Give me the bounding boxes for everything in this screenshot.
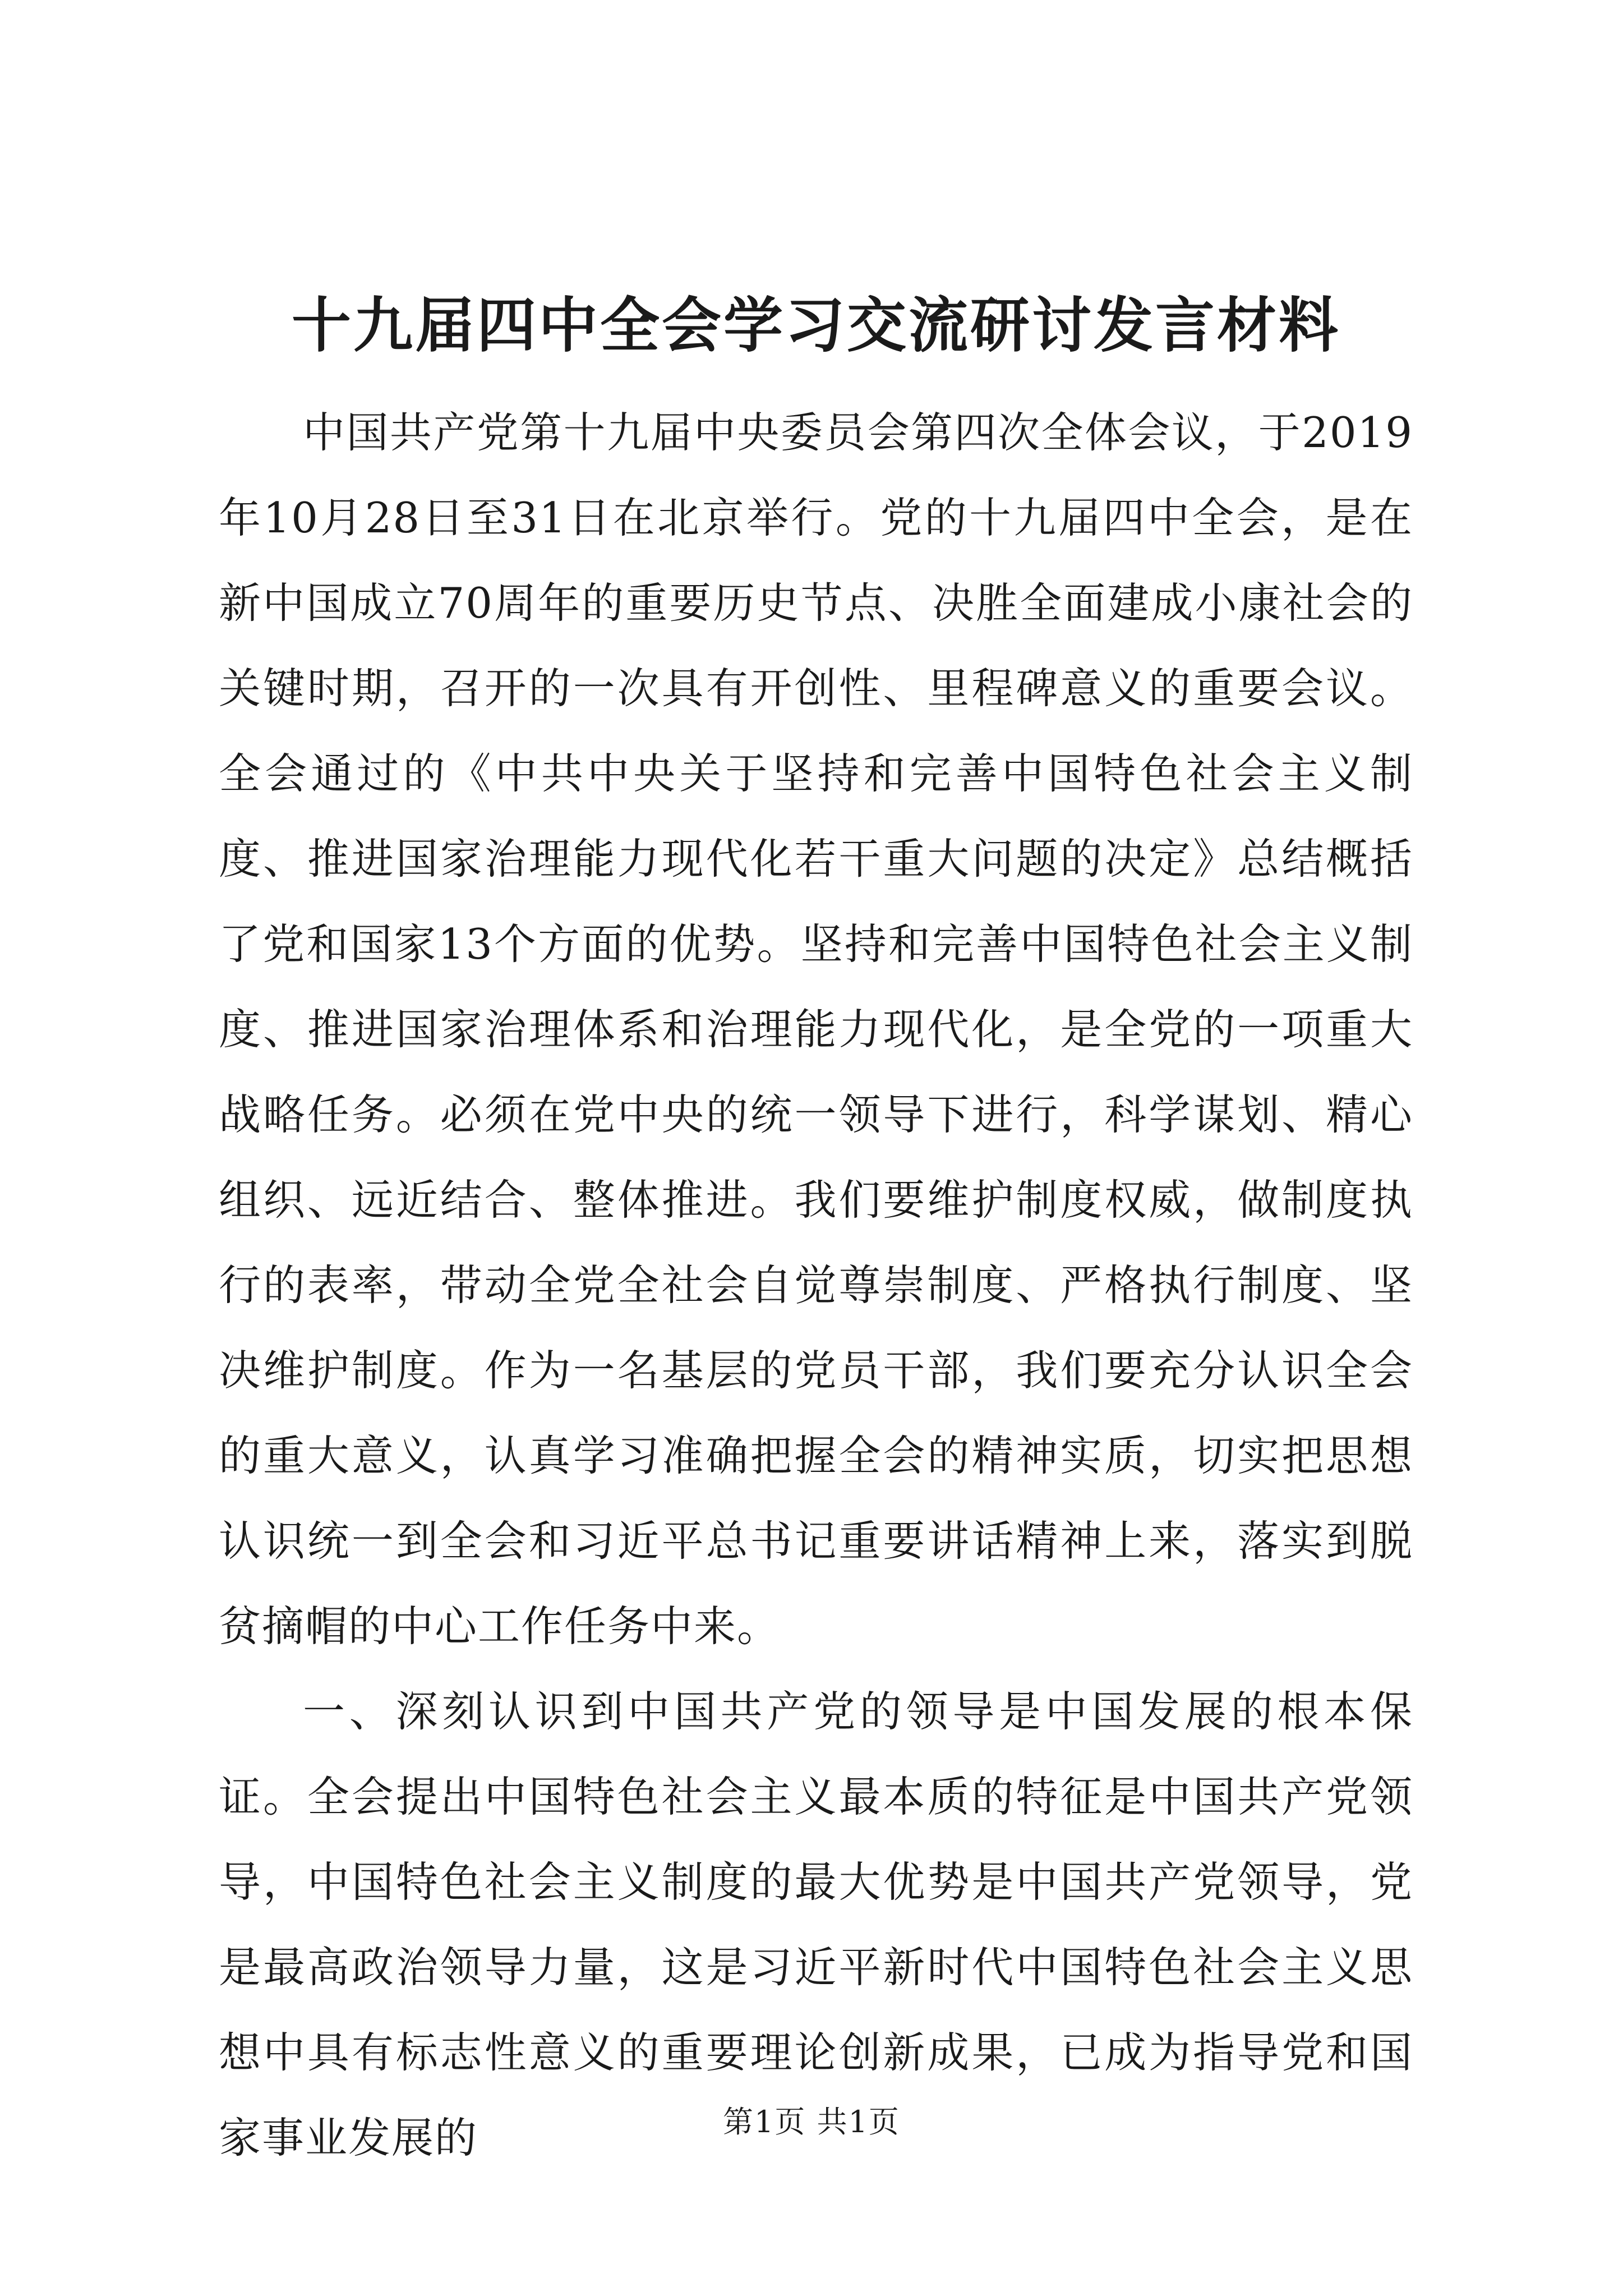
document-body [219, 390, 1413, 2180]
document-title: 十九届四中全会学习交流研讨发言材料 [292, 290, 1340, 360]
page-footer: 第1页 共1页 [723, 2104, 900, 2139]
paragraph-intro: 中国共产党第十九届中央委员会第四次全体会议，于2019年10月28日至31日在北京举行。党的十九届四中全会，是在新中国成立70周年的重要历史节点、决胜全面建成小康社会的关键时期，召开的一次具有开创性、里程碑意义的重要会议。全会通过的《中共中央关于坚持和完善中国特色社会主义制度、推进国家治理能力现代化若干重大问题的决定》总结概括了党和国家13个方面的优势。坚持和完善中国特色社会主义制度、推进国家治理体系和治理能力现代化，是全党的一项重大战略任务。必须在党中央的统一领导下进行，科学谋划、精心组织、远近结合、整体推进。我们要维护制度权威，做制度执行的表率，带动全党全社会自觉尊崇制度、严格执行制度、坚决维护制度。作为一名基层的党员干部，我们要充分认识全会的重大意义，认真学习准确把握全会的精神实质，切实把思想认识统一到全会和习近平总书记重要讲话精神上来，落实到脱贫摘帽的中心工作任务中来。 [219, 408, 1413, 1651]
paragraph-section-one: 一、深刻认识到中国共产党的领导是中国发展的根本保证。全会提出中国特色社会主义最本质的特征是中国共产党领导，中国特色社会主义制度的最大优势是中国共产党领导，党是最高政治领导力量，这是习近平新时代中国特色社会主义思想中具有标志性意义的重要理论创新成果，已成为指导党和国家事业发展的 [219, 1687, 1413, 2162]
